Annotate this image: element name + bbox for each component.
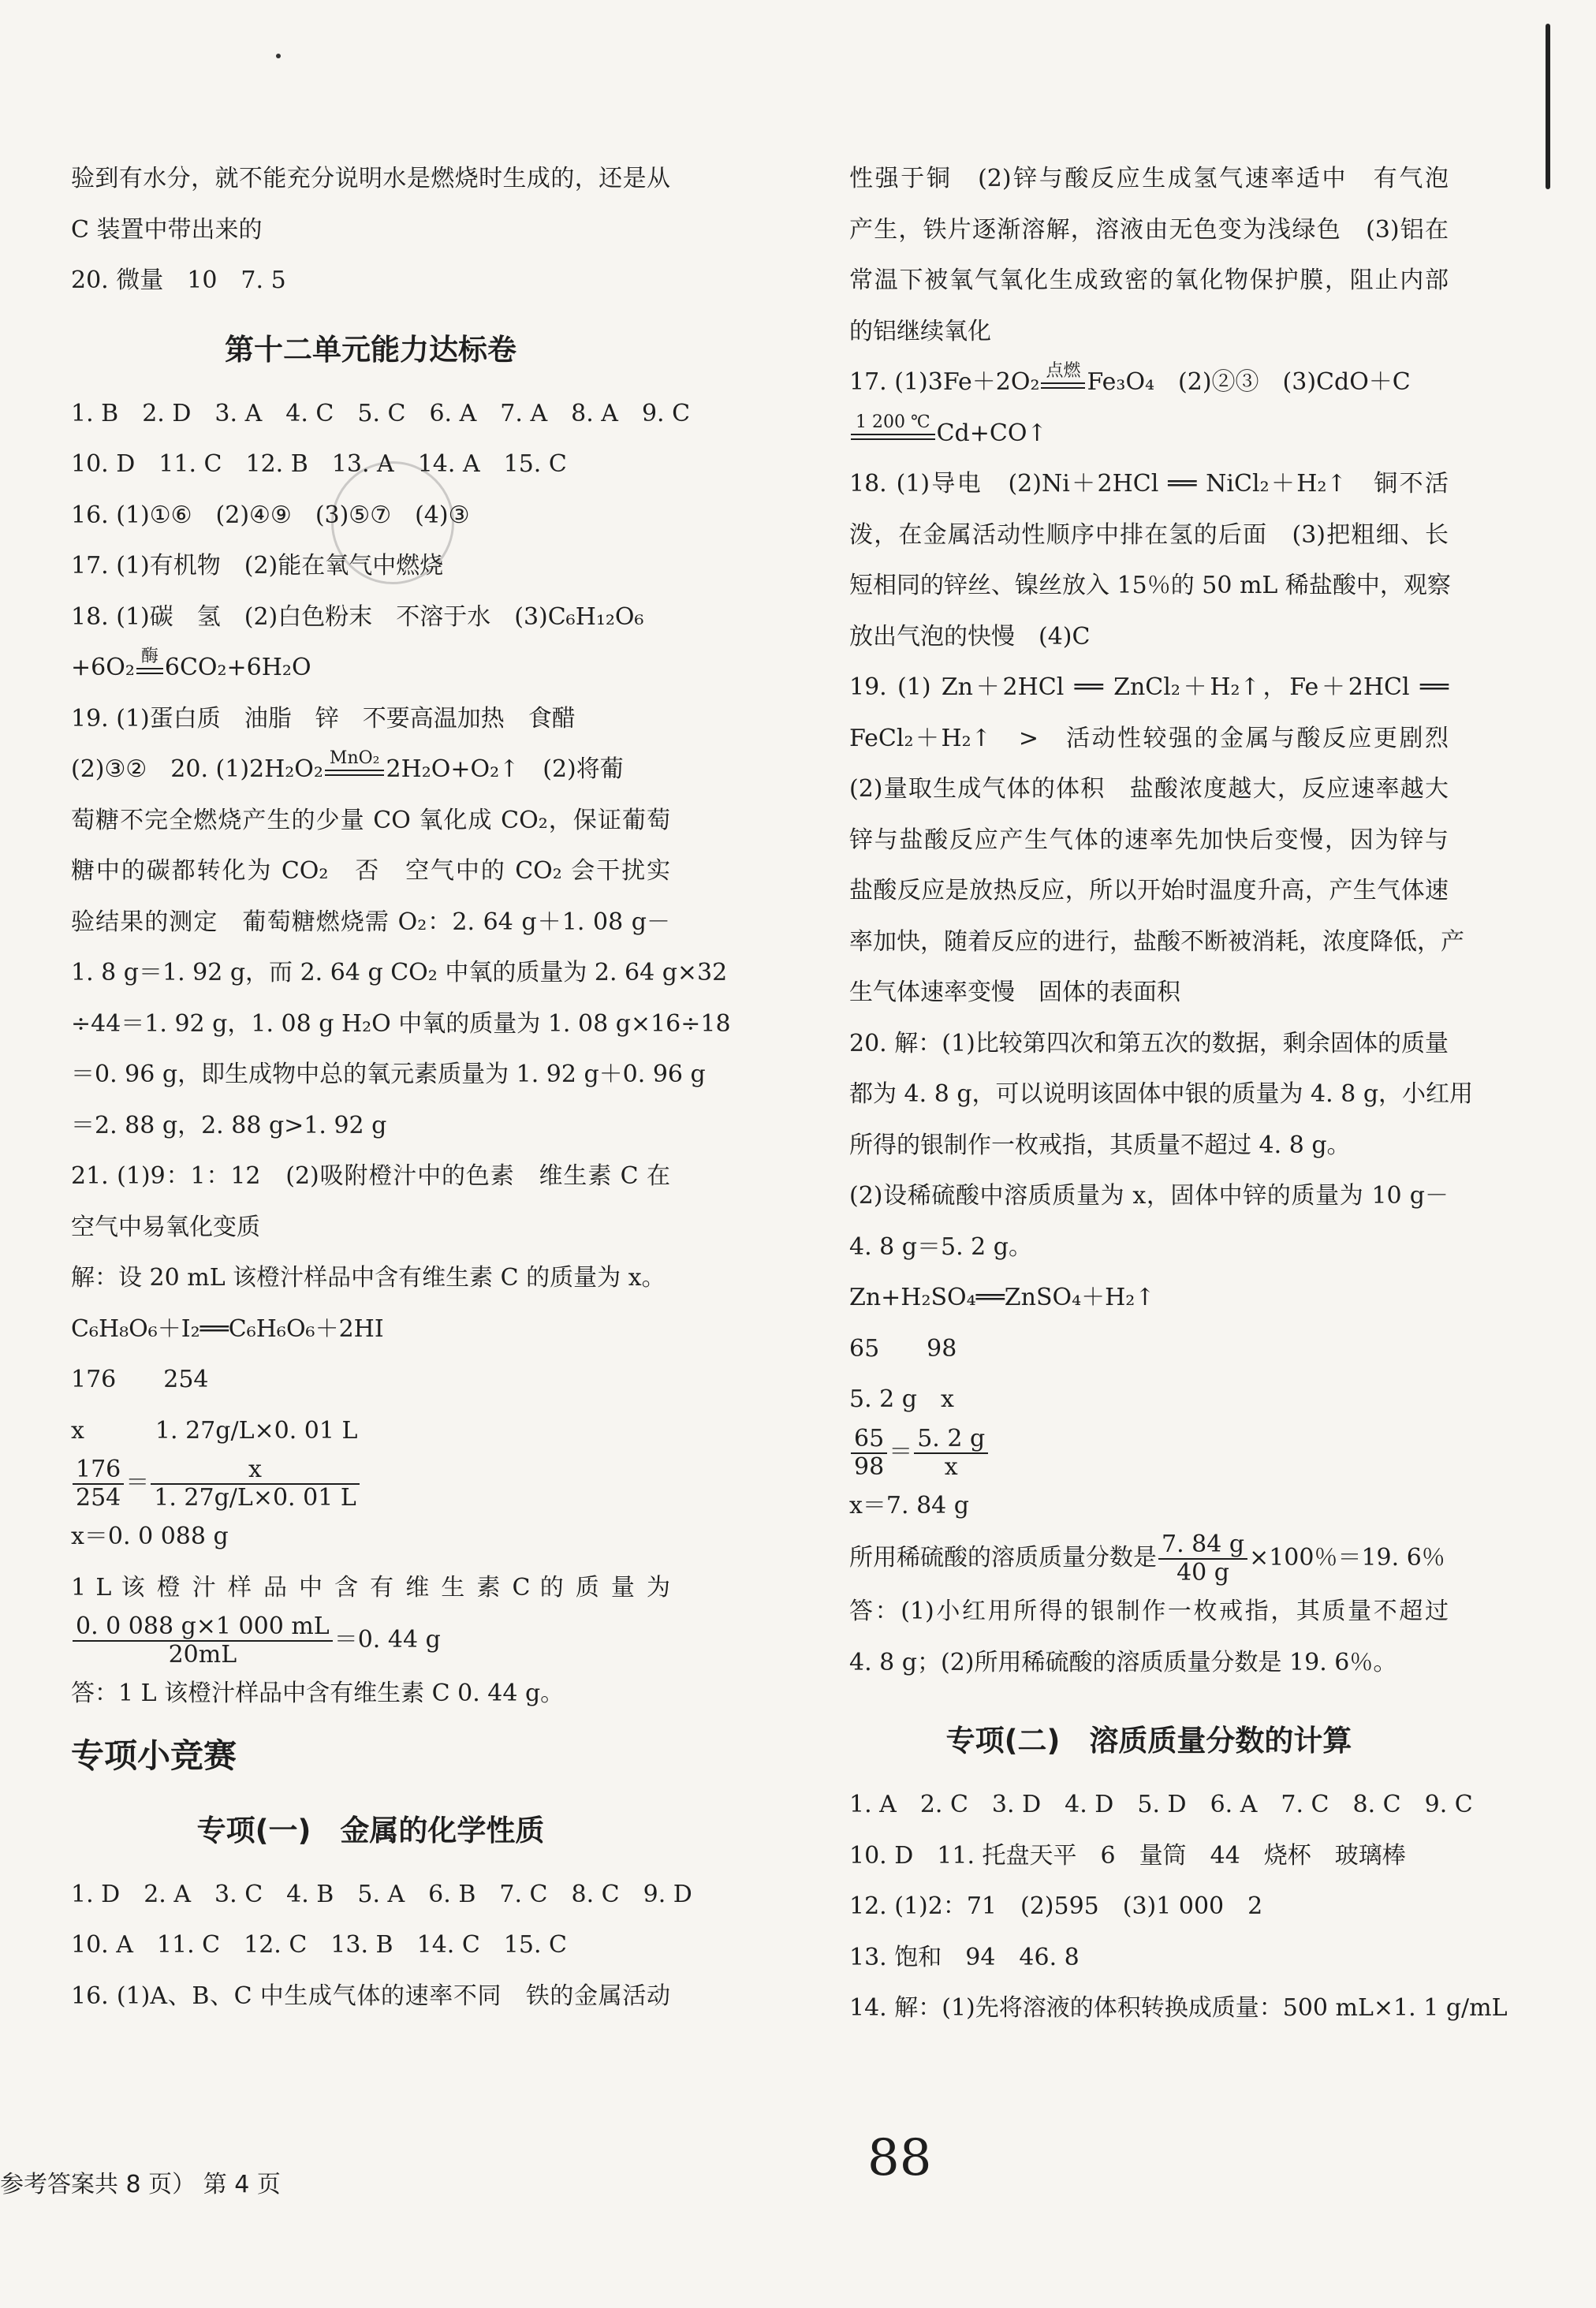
proportion-line: $\frac{65}{98}$ ＝ $\frac{5. 2 g}{x}$ [849,1426,1449,1481]
fraction-numerator: 176 [73,1456,124,1485]
text-line: 生气体速率变慢 固体的表面积 [849,979,1180,1006]
fraction-numerator: 5. 2 g [914,1426,988,1454]
text-line: 短相同的锌丝、镍丝放入 15％的 50 mL 稀盐酸中，观察 [849,572,1451,599]
text-line: 的铝继续氧化 [849,317,991,345]
reaction-arrow [325,748,385,793]
binding-edge [1546,24,1550,189]
equation-part: Fe₃O₄ (2)②③ (3)CdO＋C [1087,368,1411,396]
text-line: 泼，在金属活动性顺序中排在氢的后面 (3)把粗细、长 [849,520,1449,549]
text-line: 锌与盐酸反应产生气体的速率先加快后变慢，因为锌与 [849,826,1449,854]
fraction [914,1426,988,1481]
text-line: x 1. 27g/L×0. 01 L [71,1416,358,1445]
reaction-arrow [851,412,935,457]
text-line: 17. (1)有机物 (2)能在氧气中燃烧 [71,552,444,580]
text-line: 糖中的碳都转化为 CO₂ 否 空气中的 CO₂ 会干扰实 [71,857,670,885]
equation-line [71,643,670,694]
fraction-denominator: 1. 27g/L×0. 01 L [154,1484,356,1512]
proportion-line: $\frac{176}{254}$ ＝ $\frac{x}{1. 27g/L\times 0. 01 L}$ [71,1456,670,1512]
text-line: (2)量取生成气体的体积 盐酸浓度越大，反应速率越大 [849,775,1449,803]
text-line: C 装置中带出来的 [71,215,263,244]
fraction [1158,1531,1247,1587]
fraction-numerator: 0. 0 088 g×1 000 mL [73,1613,333,1642]
fraction [151,1456,360,1512]
text-line: 1. 8 g＝1. 92 g，而 2. 64 g CO₂ 中氧的质量为 2. 64 g×32 [71,959,728,986]
text-line: x＝7. 84 g [849,1491,969,1519]
equation-part: 6CO₂+6H₂O [164,654,311,681]
text-line: (2)设稀硫酸中溶质质量为 x，固体中锌的质量为 10 g－ [849,1182,1449,1210]
text-line: 10. A 11. C 12. C 13. B 14. C 15. C [71,1931,568,1959]
text-line: 验结果的测定 葡萄糖燃烧需 O₂：2. 64 g＋1. 08 g－ [71,908,670,936]
text-line: 性强于铜 (2)锌与酸反应生成氢气速率适中 有气泡 [849,165,1449,192]
reaction-condition: 酶 [140,647,158,666]
text-line: 解：设 20 mL 该橙汁样品中含有维生素 C 的质量为 x。 [71,1264,666,1292]
text-line: 率加快，随着反应的进行，盐酸不断被消耗，浓度降低，产 [849,927,1464,956]
text-line: 10. D 11. 托盘天平 6 量筒 44 烧杯 玻璃棒 [849,1841,1406,1870]
text-line: 18. (1)碳 氢 (2)白色粉末 不溶于水 (3)C₆H₁₂O₆ [71,602,644,631]
text-line: 20. 微量 10 7. 5 [71,267,286,294]
page-footer: 参考答案共 8 页） 第 4 页 [0,2171,281,2198]
text-line: 176 254 [71,1366,209,1393]
text-line: FeCl₂＋H₂↑ > 活动性较强的金属与酸反应更剧烈 [849,724,1449,752]
text-line: 16. (1)①⑥ (2)④⑨ (3)⑤⑦ (4)③ [71,501,470,529]
text-line: 65 98 [849,1334,957,1363]
text-line: 答：(1)小红用所得的银制作一枚戒指，其质量不超过 [849,1598,1449,1625]
fraction-denominator: 254 [76,1484,121,1512]
text-line: 都为 4. 8 g，可以说明该固体中银的质量为 4. 8 g，小红用 [849,1080,1474,1108]
fraction-denominator: x [944,1452,958,1481]
page-speck [276,54,281,58]
reaction-arrow [1041,360,1085,406]
equation-line [849,357,1449,408]
text-line: ÷44＝1. 92 g，1. 08 g H₂O 中氧的质量为 1. 08 g×16÷18 [71,1009,731,1038]
text-line: 4. 8 g＝5. 2 g。 [849,1232,1032,1261]
text-line: 所得的银制作一枚戒指，其质量不超过 4. 8 g。 [849,1131,1351,1159]
text-line: 1. A 2. C 3. D 4. D 5. D 6. A 7. C 8. C 9. C [849,1791,1473,1818]
equation-part: (2)③② 20. (1)2H₂O₂ [71,755,323,783]
text-line: x＝0. 0 088 g [71,1523,229,1550]
equation-part: 2H₂O+O₂↑ (2)将葡 [386,755,624,783]
fraction-result: ＝0. 44 g [334,1626,441,1654]
fraction-line [849,1531,1449,1587]
text-line: ＝2. 88 g，2. 88 g>1. 92 g [71,1111,387,1139]
fraction [73,1613,333,1669]
fraction-denominator: 98 [854,1452,885,1481]
section-heading: 第十二单元能力达标卷 [225,332,516,367]
text-line: 1. D 2. A 3. C 4. B 5. A 6. B 7. C 8. C 9. D [71,1880,692,1908]
text-line: 19. (1)蛋白质 油脂 锌 不要高温加热 食醋 [71,704,576,733]
fraction-line [71,1613,670,1669]
text-line: 5. 2 g x [849,1385,954,1413]
equation-line [849,408,1449,460]
fraction-numerator: x [151,1456,360,1485]
equation-line: Zn+H₂SO₄══ZnSO₄＋H₂↑ [849,1284,1155,1311]
text-line: 16. (1)A、B、C 中生成气体的速率不同 铁的金属活动 [71,1982,670,2010]
reaction-condition: 1 200 ℃ [856,412,930,432]
fraction-numerator: 7. 84 g [1158,1531,1247,1560]
fraction-denominator: 40 g [1176,1559,1229,1587]
text-line: 空气中易氧化变质 [71,1213,260,1241]
text-line: 常温下被氧气氧化生成致密的氧化物保护膜，阻止内部 [849,267,1449,294]
text-line: 放出气泡的快慢 (4)C [849,622,1091,651]
reaction-condition: 点燃 [1046,361,1081,381]
text-line: 产生，铁片逐渐溶解，溶液由无色变为浅绿色 (3)铝在 [849,215,1449,244]
text-line: 验到有水分，就不能充分说明水是燃烧时生成的，还是从 [71,165,670,192]
text-line: 4. 8 g；(2)所用稀硫酸的溶质质量分数是 19. 6％。 [849,1648,1397,1676]
right-column [849,154,1508,2034]
text-line: 萄糖不完全燃烧产生的少量 CO 氧化成 CO₂，保证葡萄 [71,806,670,834]
text-line: 20. 解：(1)比较第四次和第五次的数据，剩余固体的质量 [849,1029,1449,1057]
text-line: 答：1 L 该橙汁样品中含有维生素 C 0. 44 g。 [71,1680,565,1707]
section-heading: 专项(一) 金属的化学性质 [196,1813,545,1848]
equation-part: Cd+CO↑ [936,419,1047,447]
reaction-condition: MnO₂ [329,748,380,768]
text-line: 盐酸反应是放热反应，所以开始时温度升高，产生气体速 [849,877,1449,904]
fraction-numerator: 65 [851,1426,887,1454]
text-line: 13. 饱和 94 46. 8 [849,1943,1080,1971]
text-line: 14. 解：(1)先将溶液的体积转换成质量：500 mL×1. 1 g/mL [849,1994,1508,2022]
text-line: 1 L 该 橙 汁 样 品 中 含 有 维 生 素 C 的 质 量 为 [71,1573,670,1601]
text-line: 19. (1) Zn＋2HCl ══ ZnCl₂＋H₂↑，Fe＋2HCl ══ [849,673,1449,701]
text-line: 12. (1)2：71 (2)595 (3)1 000 2 [849,1892,1263,1920]
page-number: 88 [867,2129,932,2187]
text-line: 18. (1)导电 (2)Ni＋2HCl ══ NiCl₂＋H₂↑ 铜不活 [849,470,1449,498]
section-heading: 专项(二) 溶质质量分数的计算 [945,1724,1352,1758]
equation-part: +6O₂ [71,654,135,681]
text-part: 所用稀硫酸的溶质质量分数是 [849,1544,1157,1572]
fraction [73,1456,124,1512]
reaction-arrow [136,646,163,692]
equation-line [71,744,670,796]
text-line: 1. B 2. D 3. A 4. C 5. C 6. A 7. A 8. A 9. C [71,399,691,427]
text-part: ×100％＝19. 6％ [1249,1544,1445,1572]
text-line: ＝0. 96 g，即生成物中总的氧元素质量为 1. 92 g＋0. 96 g [71,1061,706,1088]
fraction-denominator: 20mL [168,1641,237,1669]
fraction [851,1426,887,1481]
equation-part: 17. (1)3Fe＋2O₂ [849,368,1040,396]
equation-line: C₆H₈O₆＋I₂══C₆H₆O₆＋2HI [71,1314,384,1343]
text-line: 10. D 11. C 12. B 13. A 14. A 15. C [71,450,567,478]
left-column [71,154,731,2022]
text-line: 21. (1)9：1：12 (2)吸附橙汁中的色素 维生素 C 在 [71,1162,670,1190]
part-heading: 专项小竞赛 [71,1736,237,1775]
